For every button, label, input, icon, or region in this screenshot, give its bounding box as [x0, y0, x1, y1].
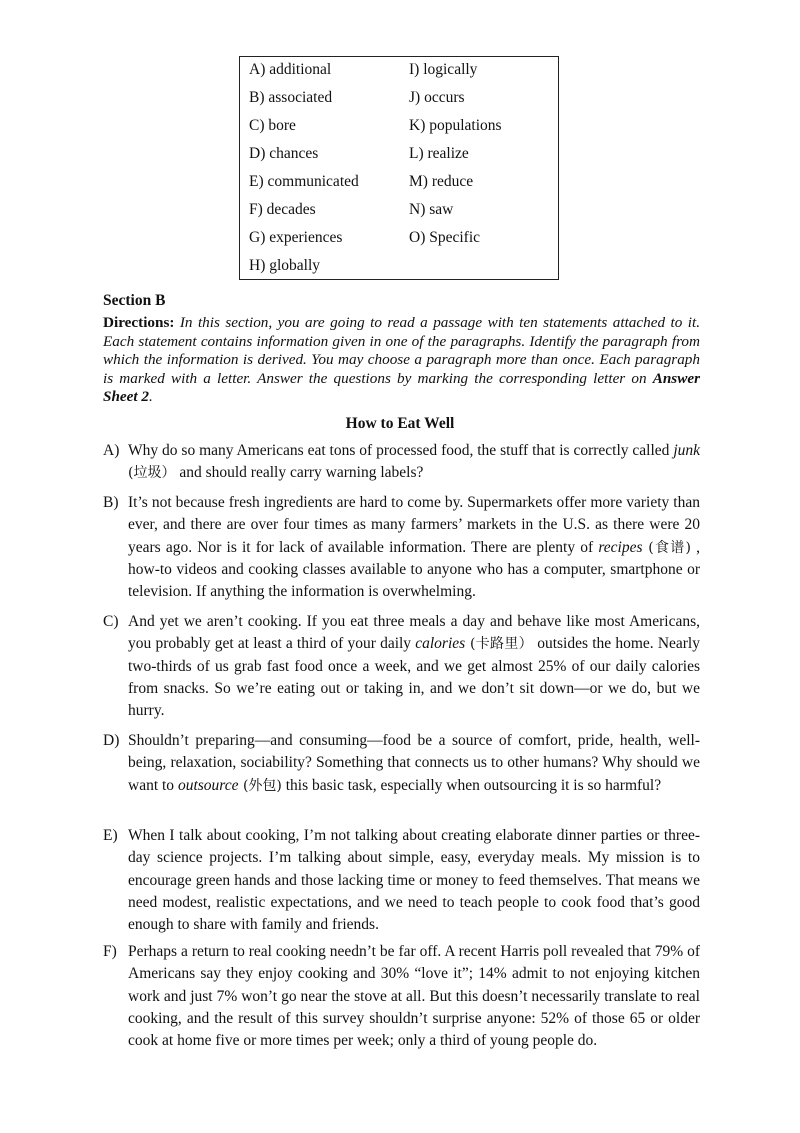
paragraph-body	[128, 440, 700, 485]
word-option: H) globally	[249, 257, 321, 274]
answer-sheet-ref: Answer Sheet 2	[103, 369, 700, 406]
paragraph-a	[103, 440, 700, 485]
paragraph-body	[128, 492, 700, 603]
word-option: B) associated	[249, 89, 333, 106]
italic-term: outsource	[177, 776, 239, 794]
directions-text: In this section, you are going to read a passage with ten statements attached to it. Each statement contains information given in one of the paragraphs. Identify the paragraph from which the information is derived. You may choose a paragraph more than once. Each paragraph is marked with a letter. Answer the questions by marking the corresponding letter on	[103, 314, 700, 387]
word-bank-left-column	[249, 60, 359, 284]
word-option: L) realize	[409, 145, 469, 162]
directions-end: .	[149, 388, 153, 406]
paragraph-letter: E)	[103, 827, 118, 844]
paragraph-f	[103, 941, 700, 1052]
italic-term: calories	[415, 635, 466, 653]
paragraph-d	[103, 730, 700, 797]
paragraph-text: outsides the home. Nearly two-thirds of us grab fast food once a week, and we get almost 25% of our daily calories from snacks. So we’re eating out or taking in, and we don’t sit down—or we do, but we hurry.	[128, 635, 700, 720]
paragraph-letter: A)	[103, 442, 120, 459]
paragraph-body	[128, 611, 700, 722]
paragraph-text: It’s not because fresh ingredients are hard to come by. Supermarkets offer more variety than ever, and there are over four times as many farmers’ markets in the U.S. as there were 20 years ago. Nor is it for lack of available information. There are plenty of	[128, 494, 700, 556]
passage-title: How to Eat Well	[345, 415, 455, 432]
paragraph-letter: C)	[103, 613, 119, 630]
word-option: N) saw	[409, 201, 454, 218]
paragraph-letter: B)	[103, 494, 119, 511]
chinese-gloss: (卡路里）	[465, 636, 533, 653]
paragraph-text: Perhaps a return to real cooking needn’t be far off. A recent Harris poll revealed that 79% of Americans say they enjoy cooking and 30% “love it”; 14% admit to not enjoying kitchen work and just 7% won’t go near the stove at all. But this doesn’t necessarily translate to real cooking, and the result of this survey shouldn’t surprise anyone: 52% of those 65 or older cook at home five or more times per week; only a third of young people do.	[128, 943, 700, 1050]
directions-label: Directions:	[103, 314, 175, 331]
word-bank-right-column	[409, 60, 502, 256]
paragraph-text: Shouldn’t preparing—and consuming—food be a source of comfort, pride, health, well-being, relaxation, sociability? Something that connects us to other humans? Why should we want to	[128, 732, 700, 794]
paragraph-b	[103, 492, 700, 603]
paragraph-body	[128, 941, 700, 1052]
directions	[103, 314, 700, 407]
word-option: O) Specific	[409, 229, 481, 246]
word-option: E) communicated	[249, 173, 359, 190]
italic-term: recipes	[598, 538, 643, 556]
paragraph-body	[128, 730, 700, 797]
paragraph-text: When I talk about cooking, I’m not talking about creating elaborate dinner parties or three-day science projects. I’m talking about simple, easy, everyday meals. My mission is to encourage green hands and those lacking time or money to feed themselves. That means we need modest, realistic expectations, and we need to teach people to cook food that’s good enough to share with family and friends.	[128, 827, 700, 934]
paragraph-body	[128, 825, 700, 936]
chinese-gloss: (食谱)	[642, 539, 691, 556]
word-option: D) chances	[249, 145, 319, 162]
chinese-gloss: (垃圾）	[128, 465, 176, 482]
word-option: G) experiences	[249, 229, 343, 246]
paragraph-e	[103, 825, 700, 936]
paragraph-letter: F)	[103, 943, 117, 960]
chinese-gloss: (外包)	[238, 777, 282, 794]
word-option: I) logically	[409, 61, 478, 78]
paragraph-text: , how-to videos and cooking classes available to anyone who has a computer, smartphone or television. If anything the information is overwhelming.	[128, 538, 700, 601]
word-option: J) occurs	[409, 89, 465, 106]
paragraph-text: this basic task, especially when outsourcing it is so harmful?	[281, 776, 662, 794]
paragraph-letter: D)	[103, 732, 120, 749]
paragraph-text: and should really carry warning labels?	[175, 464, 424, 482]
word-bank	[239, 56, 559, 280]
italic-term: junk	[673, 442, 700, 459]
paragraph-text: And yet we aren’t cooking. If you eat three meals a day and behave like most Americans, you probably get at least a third of your daily	[128, 613, 700, 653]
paragraph-c	[103, 611, 700, 722]
paragraph-text: Why do so many Americans eat tons of processed food, the stuff that is correctly called	[128, 442, 674, 459]
word-option: K) populations	[409, 117, 502, 134]
section-title: Section B	[103, 292, 166, 309]
word-option: A) additional	[249, 61, 332, 78]
word-option: F) decades	[249, 201, 316, 218]
word-option: C) bore	[249, 117, 296, 134]
word-option: M) reduce	[409, 173, 474, 190]
